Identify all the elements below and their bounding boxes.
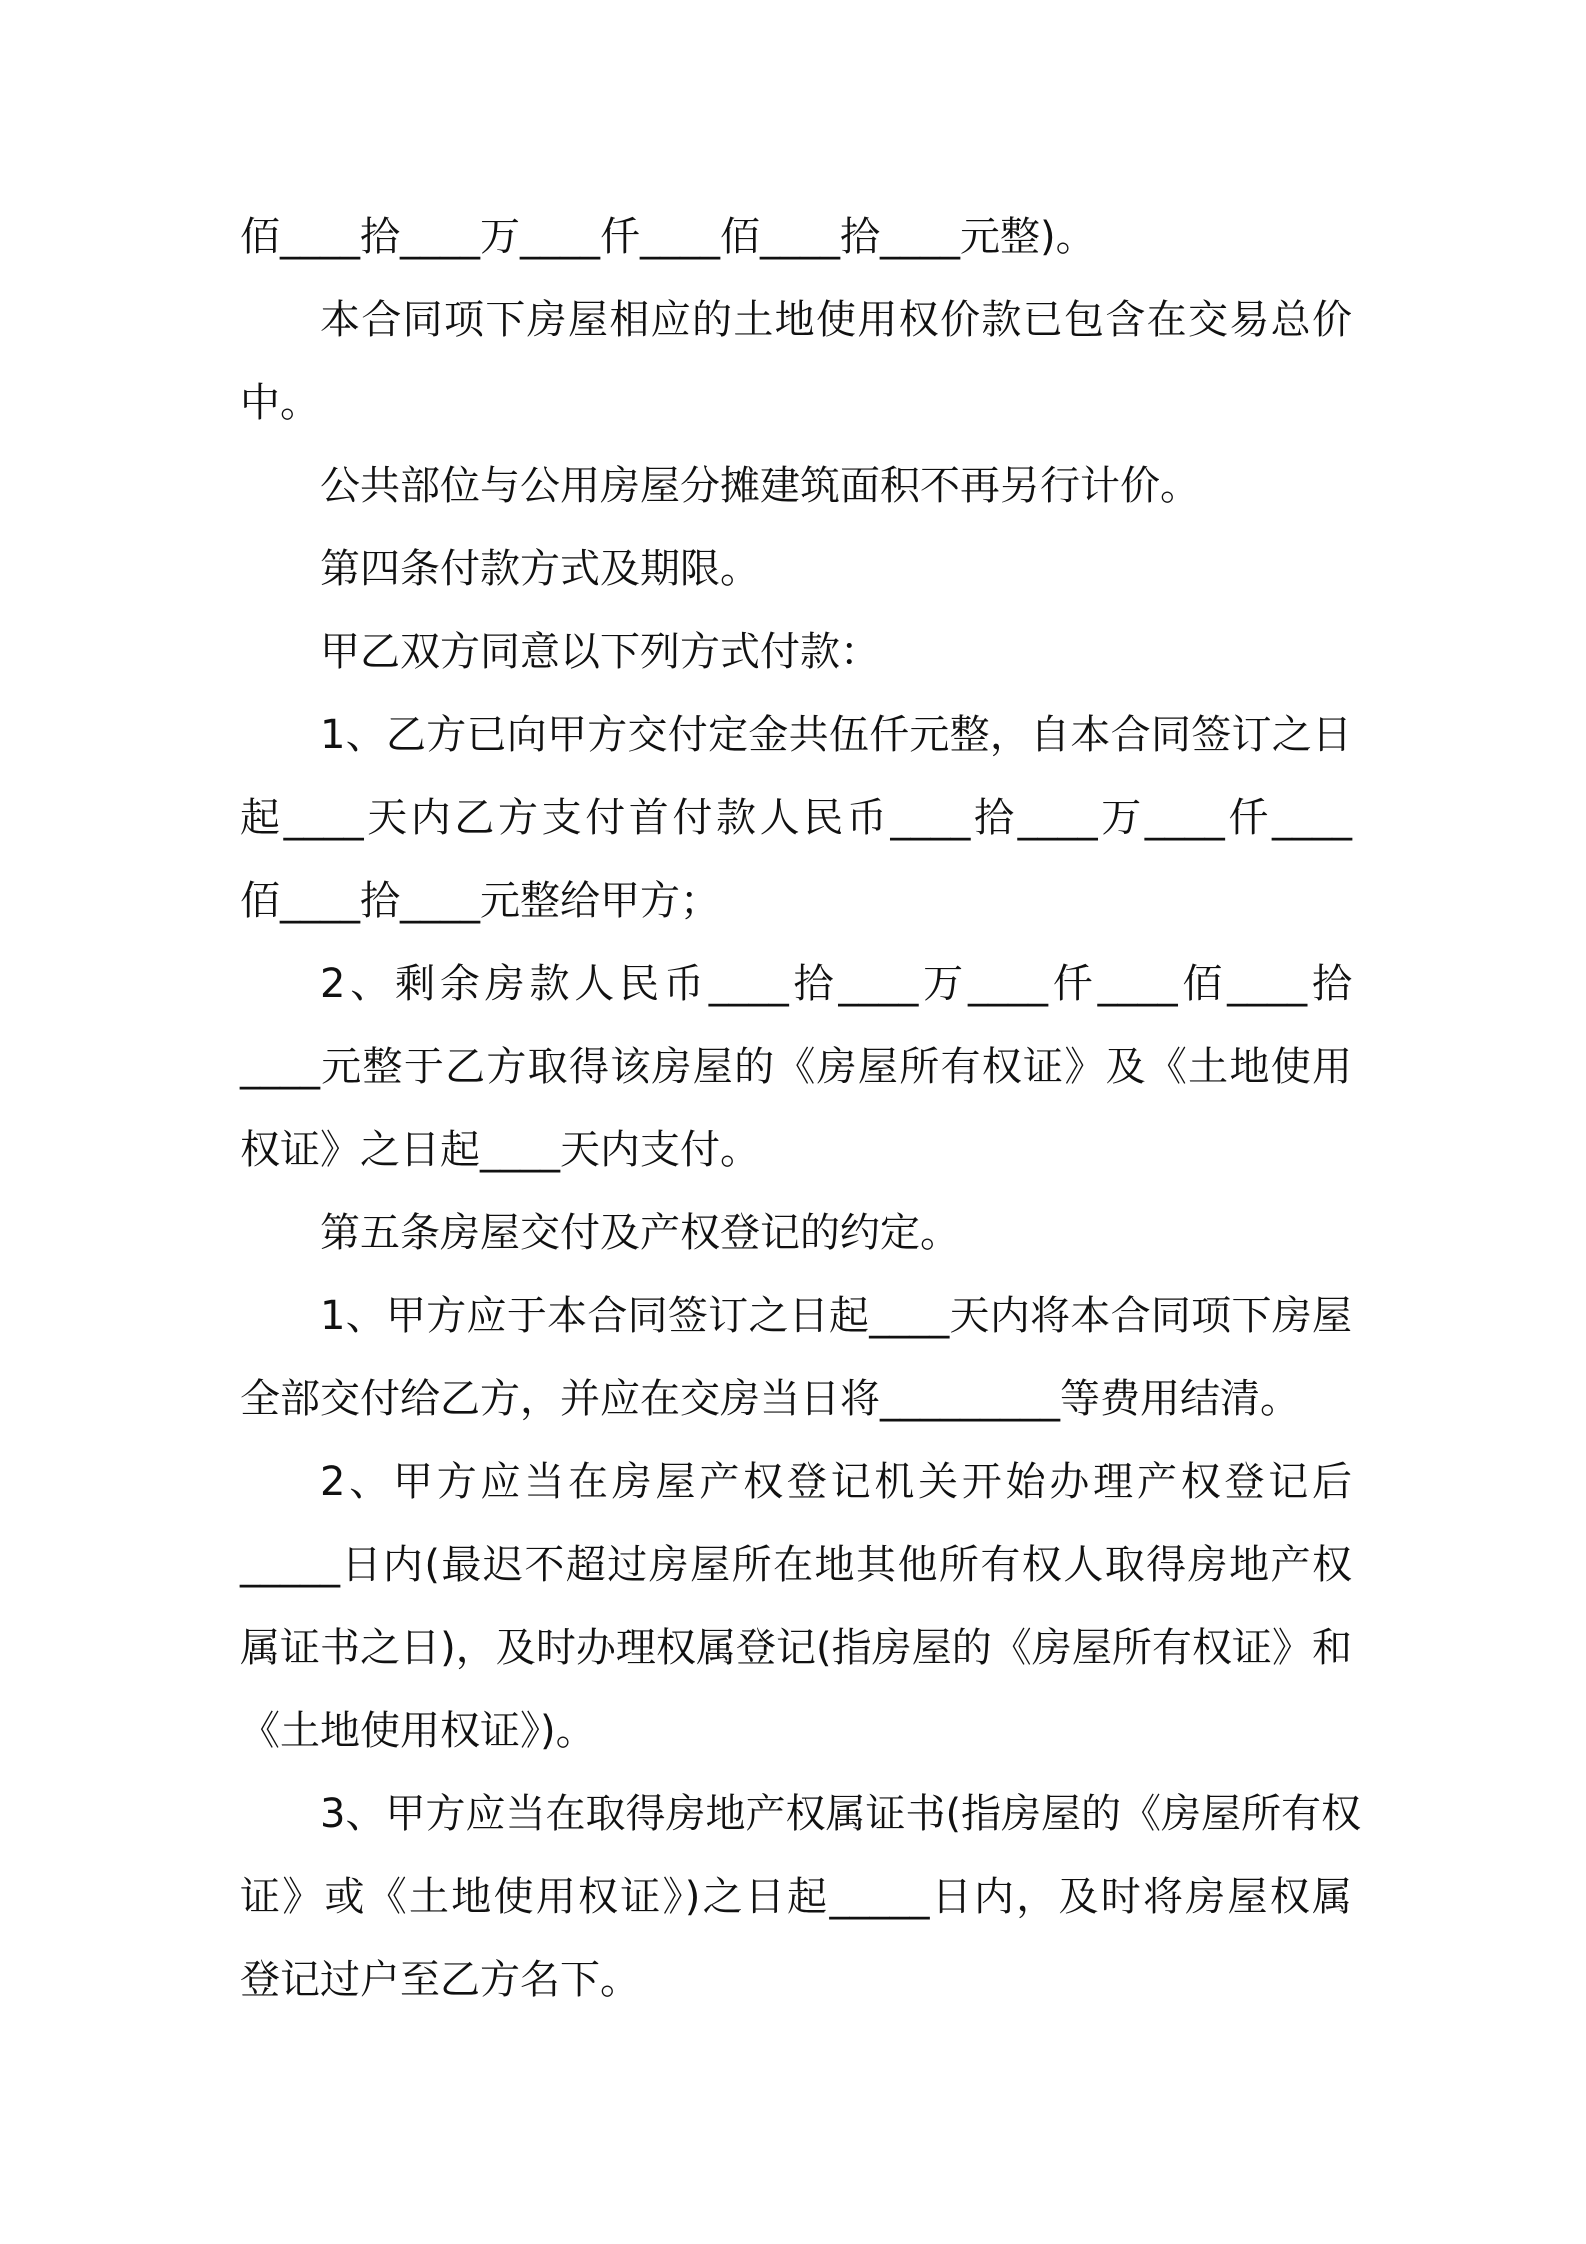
- text-line: ____元整于乙方取得该房屋的《房屋所有权证》及《土地使用: [240, 1044, 1352, 1090]
- text-line: 权证》之日起____天内支付。: [240, 1127, 760, 1173]
- text-line: 登记过户至乙方名下。: [240, 1957, 640, 2003]
- document-body: [240, 196, 1362, 2022]
- paragraph-line: 公共部位与公用房屋分摊建筑面积不再另行计价。: [320, 463, 1200, 509]
- paragraph-line: 3、甲方应当在取得房地产权属证书(指房屋的《房屋所有权: [320, 1791, 1362, 1837]
- text-line: 证》或《土地使用权证》)之日起_____日内，及时将房屋权属: [240, 1874, 1352, 1920]
- paragraph-line: 2、剩余房款人民币____拾____万____仟____佰____拾: [320, 961, 1352, 1007]
- section-heading: 第五条房屋交付及产权登记的约定。: [320, 1210, 960, 1256]
- paragraph-line: 本合同项下房屋相应的土地使用权价款已包含在交易总价: [320, 297, 1352, 343]
- text-line: 中。: [240, 380, 320, 426]
- paragraph-line: 甲乙双方同意以下列方式付款：: [320, 629, 880, 675]
- text-line: 佰____拾____元整给甲方；: [240, 878, 720, 924]
- paragraph-line: 2、甲方应当在房屋产权登记机关开始办理产权登记后: [320, 1459, 1352, 1505]
- paragraph-line: 1、乙方已向甲方交付定金共伍仟元整，自本合同签订之日: [320, 712, 1352, 758]
- text-line: 全部交付给乙方，并应在交房当日将_________等费用结清。: [240, 1376, 1300, 1422]
- section-heading: 第四条付款方式及期限。: [320, 546, 760, 592]
- text-line: 佰____拾____万____仟____佰____拾____元整)。: [240, 214, 1096, 260]
- text-line: 属证书之日)，及时办理权属登记(指房屋的《房屋所有权证》和: [240, 1625, 1352, 1671]
- text-line: 起____天内乙方支付首付款人民币____拾____万____仟____: [240, 795, 1352, 841]
- text-line: _____日内(最迟不超过房屋所在地其他所有权人取得房地产权: [240, 1542, 1352, 1588]
- paragraph-line: 1、甲方应于本合同签订之日起____天内将本合同项下房屋: [320, 1293, 1352, 1339]
- text-line: 《土地使用权证》)。: [240, 1708, 596, 1754]
